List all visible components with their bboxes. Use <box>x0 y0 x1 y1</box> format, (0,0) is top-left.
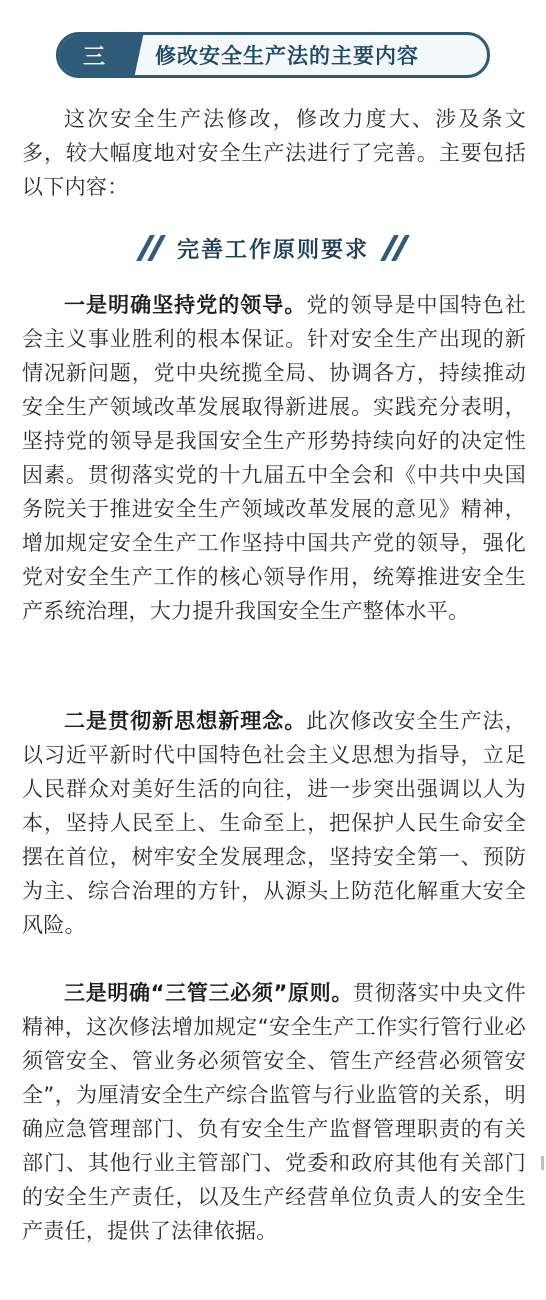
double-slash-icon <box>387 235 403 261</box>
point-paragraph <box>22 288 526 628</box>
section-title: 修改安全生产法的主要内容 <box>155 44 419 68</box>
point-body: 贯彻落实中央文件精神，这次修法增加规定“安全生产工作实行管行业必须管安全、管业务必须管安全、管生产经营必须管安全”，为厘清安全生产综合监管与行业监管的关系，明确应急管理部门、负有安全生产监督管理职责的有关部门、其他行业主管部门、党委和政府其他有关部门的安全生产责任，以及生产经营单位负责人的安全生产责任，提供了法律依据。 <box>22 981 526 1243</box>
intro-paragraph: 这次安全生产法修改，修改力度大、涉及条文多，较大幅度地对安全生产法进行了完善。主要包括以下内容： <box>22 107 526 199</box>
point-paragraph <box>22 704 526 942</box>
double-slash-icon <box>143 235 159 261</box>
point-lead: 三是明确“三管三必须”原则。 <box>64 981 353 1005</box>
section-number: 三 <box>59 35 129 75</box>
scroll-indicator <box>541 1156 544 1170</box>
subheading-title: 完善工作原则要求 <box>176 237 369 263</box>
point-lead: 二是贯彻新思想新理念。 <box>64 709 307 733</box>
point-body: 此次修改安全生产法，以习近平新时代中国特色社会主义思想为指导，立足人民群众对美好生活的向往，进一步突出强调以人为本，坚持人民至上、生命至上，把保护人民生命安全摆在首位，树牢安全发展理念，坚持安全第一、预防为主、综合治理的方针，从源头上防范化解重大安全风险。 <box>22 709 526 937</box>
subheading <box>0 228 546 268</box>
point-lead: 一是明确坚持党的领导。 <box>64 293 307 317</box>
point-body: 党的领导是中国特色社会主义事业胜利的根本保证。针对安全生产出现的新情况新问题，党中央统揽全局、协调各方，持续推动安全生产领域改革发展取得新进展。实践充分表明，坚持党的领导是我国安全生产形势持续向好的决定性因素。贯彻落实党的十九届五中全会和《中共中央国务院关于推进安全生产领域改革发展的意见》精神，增加规定安全生产工作坚持中国共产党的领导，强化党对安全生产工作的核心领导作用，统筹推进安全生产系统治理，大力提升我国安全生产整体水平。 <box>22 293 526 623</box>
section-header <box>56 32 490 78</box>
point-paragraph <box>22 976 526 1248</box>
